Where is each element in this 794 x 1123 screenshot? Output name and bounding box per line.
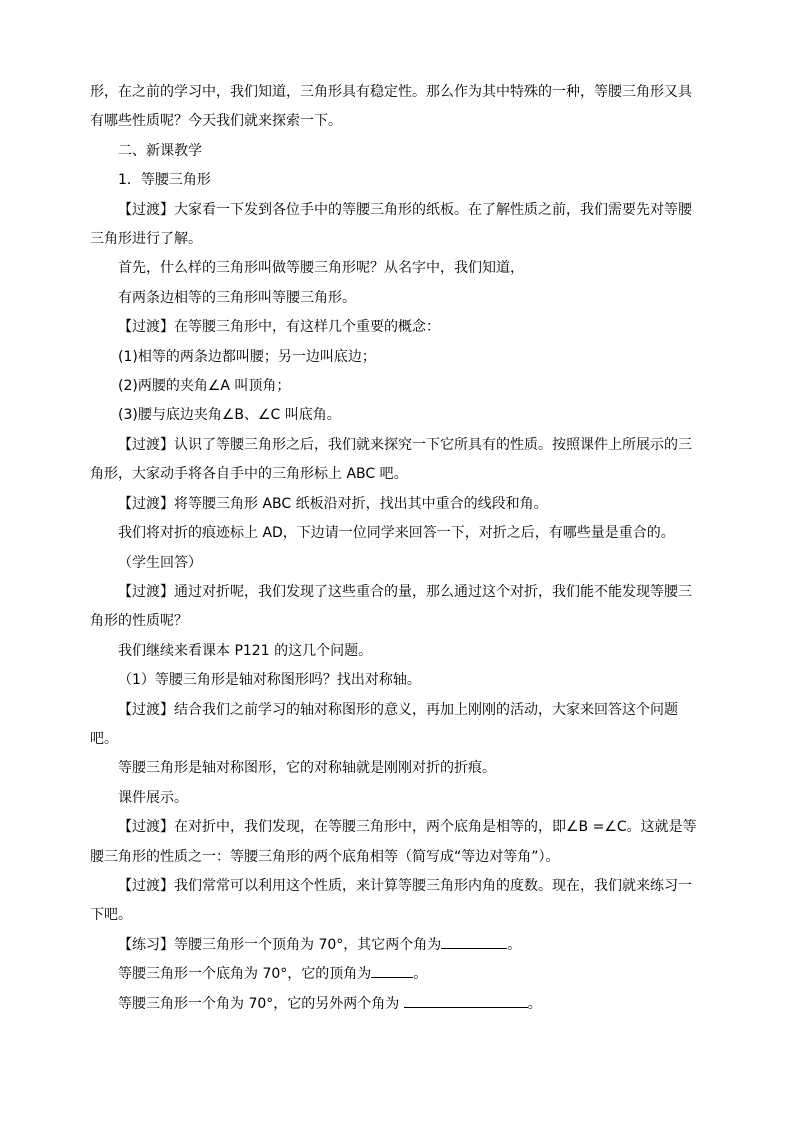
answer-blank[interactable] — [441, 934, 507, 949]
paragraph: 我们将对折的痕迹标上 AD，下边请一位同学来回答一下，对折之后，有哪些量是重合的。 — [118, 525, 675, 542]
paragraph: 【过渡】在对折中，我们发现，在等腰三角形中，两个底角是相等的，即∠B =∠C。这就是等腰三角形的性质之一：等腰三角形的两个底角相等（简写成“等边对等角”）。 — [90, 819, 697, 865]
document-body — [90, 78, 704, 1019]
exercise-end: 。 — [527, 995, 542, 1012]
answer-blank[interactable] — [404, 993, 528, 1008]
paragraph: 等腰三角形是轴对称图形，它的对称轴就是刚刚对折的折痕。 — [118, 760, 496, 777]
exercise-text: 等腰三角形一个底角为 70°，它的顶角为 — [118, 966, 372, 983]
paragraph: 【过渡】结合我们之前学习的轴对称图形的意义，再加上刚刚的活动，大家来回答这个问题吧。 — [90, 701, 678, 747]
paragraph: 【过渡】我们常常可以利用这个性质，来计算等腰三角形内角的度数。现在，我们就来练习一下吧。 — [90, 877, 692, 924]
definition-line: 有两条边相等的三角形叫等腰三角形。 — [118, 289, 356, 306]
paragraph: 首先，什么样的三角形叫做等腰三角形呢？从名字中，我们知道， — [118, 260, 524, 277]
question-item: （1）等腰三角形是轴对称图形吗？找出对称轴。 — [118, 672, 421, 689]
paragraph: 形，在之前的学习中，我们知道，三角形具有稳定性。那么作为其中特殊的一种，等腰三角形又具有哪些性质呢？今天我们就来探索一下。 — [90, 84, 692, 130]
paragraph: 【过渡】大家看一下发到各位手中的等腰三角形的纸板。在了解性质之前，我们需要先对等腰三角形进行了解。 — [90, 201, 692, 248]
exercise-line — [90, 990, 704, 1019]
subsection-heading: 1．等腰三角形 — [118, 172, 211, 189]
answer-blank[interactable] — [371, 963, 413, 978]
exercise-text: 【练习】等腰三角形一个顶角为 70°，其它两个角为 — [118, 936, 442, 953]
concept-item: (1)相等的两条边都叫腰；另一边叫底边； — [118, 348, 376, 365]
paragraph: 课件展示。 — [118, 789, 188, 806]
exercise-line — [90, 960, 704, 989]
paragraph: 【过渡】通过对折呢，我们发现了这些重合的量，那么通过这个对折，我们能不能发现等腰三角形的性质呢？ — [90, 583, 692, 630]
concept-item: (3)腰与底边夹角∠B、∠C 叫底角。 — [118, 407, 341, 424]
exercise-end: 。 — [413, 966, 428, 983]
paragraph: 【过渡】将等腰三角形 ABC 纸板沿对折，找出其中重合的线段和角。 — [118, 495, 548, 512]
concept-item: (2)两腰的夹角∠A 叫顶角； — [118, 378, 291, 395]
paragraph: 【过渡】认识了等腰三角形之后，我们就来探究一下它所具有的性质。按照课件上所展示的三角形，大家动手将各自手中的三角形标上 ABC 吧。 — [90, 436, 692, 483]
exercise-text: 等腰三角形一个角为 70°，它的另外两个角为 — [118, 995, 404, 1012]
paragraph: 【过渡】在等腰三角形中，有这样几个重要的概念： — [118, 319, 440, 336]
paragraph: 我们继续来看课本 P121 的这几个问题。 — [118, 642, 373, 659]
paragraph: （学生回答） — [118, 554, 202, 571]
exercise-end: 。 — [507, 936, 522, 953]
exercise-line — [90, 931, 704, 960]
section-heading: 二、新课教学 — [118, 142, 202, 159]
